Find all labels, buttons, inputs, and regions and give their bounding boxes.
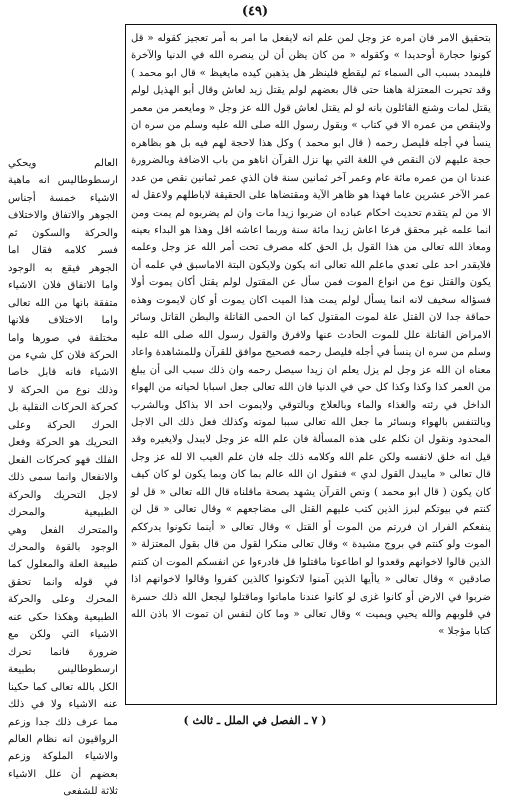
main-text-block bbox=[131, 30, 491, 700]
page-number: (٤٩) bbox=[241, 4, 269, 19]
margin-commentary-block bbox=[8, 155, 118, 798]
page-footer: ( ٧ ـ الفصل في الملل ـ ثالث ) bbox=[183, 714, 327, 727]
main-text: بتحقيق الامر فان امره عز وجل لمن علم انه لايفعل ما امر به أمر تعجيز كقوله « قل كونوا حجارة أوحديدا » وكقوله « من كان يظن أن لن ينصره الله في الدنيا والآخرة فليمدد بسبب الى السماء ثم ليقطع فلينظر هل يذهبن كيده مايغيظ » قال ابو محمد ) وقد تحيرت المعتزلة هاهنا حتى قال بعضهم لولم يقتل زيد لعاش وقال أبو الهذيل لولم يقتل لمات وشنع القائلون بانه لو لم يقتل لعاش قول الله عز وجل « ومايعمر من معمر ولاينقص من عمره الا في كتاب » وبقول رسول الله صلى الله عليه وسلم من سره ان ينسأ في أجله فليصل رحمه ( قال ابو محمد ) وكل هذا لاحجة لهم فيه بل هو بظاهره حجة عليهم لان النقص في اللغة التي بها نزل القرآن اناهو من باب الاضافة وبالضرورة عندنا ان من عمره مائة عام وعمر آخر ثمانين سنة فان الذي عمر ثمانين نقص من عدد عمر الآخر عشرين عاما فهذا هو ظاهر الآية ومقتضاها على الحقيقة لاباطلهم ولاعقل له الا من لم يتقدم تحديث احكام عباده ان ضربوا زيدا مات وان لم يضربوه لم يمت ومن انما علمه غير محقق فرعا اعاش زيدا مائة سنة وربما اعاشه اقل وهذا هو البداء بعينه ومعاذ الله تعالى من هذا القول بل الحق كله مصرف تحت أمر الله عز وجل وعلمه فلايقدر احد على تعدي ماعلم الله تعالى انه يكون ولايكون البتة الاماسبق في علمه أن يكون والقتل نوع من انواع الموت فمن سأل عن المقتول لولم يقتل أكان يموت أولا فسؤاله سخيف لانه انما يسأل لولم يمت هذا الميت اكان يموت أو كان لايموت وهذه حماقة جدا لان القتل علة لموت المقتول كما ان الحمى القاتلة والبطن القاتل وسائر الامراض القاتلة علل للموت الحادث عنها ولافرق والقول رسول الله صلى الله عليه وسلم من سره ان ينسأ في أجله فليصل رحمه فصحيح موافق للقرآن وللمشاهدة واعاد معناه ان الله عز وجل لم يزل يعلم ان زيدا سيصل رحمه وان ذلك سبب الى أن يبلغ من العمر كذا وكذا وكذا كل حي في الدنيا فان الله تعالى جعل اسبابا لحياته من الهواء الداخل في رئته والغذاء والماء وبالعلاج وبالتوقي ولايموت احد الا بذاكل وبالشرب وبالتنفس بالهواء وبسائر ما جعل الله تعالى سببا لموته وكذلك فعل ذلك الى الاجل المحدود ونقول ان نكلم على هذه المسألة فان علم الله عز وجل لايبدل ولايغيره وقد قيل انه خلق لانفسه ولكن علم الله وكلامه ذلك جله فان علم الغيب الا لله عز وجل قال تعالى « مايبدل القول لدي » فنقول ان الله عالم بما كان وبما يكون لو كان كيف كان يكون ( قال ابو محمد ) ونص القرآن يشهد بصحة ماقلناه قال الله تعالى « قل لو كنتم في بيوتكم لبرز الذين كتب عليهم القتل الى مضاجعهم » وقال تعالى « قل لن ينفعكم الفرار ان فررتم من الموت أو القتل » وقال تعالى « أينما تكونوا يدرككم الموت ولو كنتم في بروج مشيدة » وقال تعالى منكرا لقول من قال بقول المعتزلة « الذين قالوا لاخوانهم وقعدوا لو اطاعونا ماقتلوا قل فادرءوا عن انفسكم الموت ان كنتم صادقين » وقال تعالى « ياأيها الذين آمنوا لاتكونوا كالذين كفروا وقالوا لاخوانهم اذا ضربوا في الارض أو كانوا غزى لو كانوا عندنا ماماتوا وماقتلوا ليجعل الله ذلك حسرة في قلوبهم والله يحيي ويميت » وقال تعالى « وما كان لنفس ان تموت الا باذن الله كتابا مؤجلا » bbox=[131, 33, 491, 638]
margin-text: العالم ويحكي ارسطوطاليس انه ماهية الاشياء خمسة أجناس الجوهر والاتفاق والاختلاف والحركة والسكون ثم فسر كلامه فقال اما الجوهر فيقع به الوجود واما الاتفاق فلان الاشياء متفقة بانها من الله تعالى واما الاختلاف فلانها مختلفة في صورها واما الحركة فلان كل شيء من الاشياء فانه قابل خاصا وذلك نوع من الحركة لا كحركة الحركات النقلية بل الحرك الحركة وعلى التحريك هو الحركة وفعل الفلك فهو كحركات الفعل والانفعال وانما سمى ذلك لاجل التحريك والحركة الطبيعية والمحرك والمتحرك الفعل وهي الوجود بالقوة والمحرك طبيعة العلة والمعلول كما في قوله وانما تحقق المحرك وعلى والحركة الطبيعية وهكذا حكى عنه الاشياء التي ولكن مع ضرورة فانما تحرك ارسطوطاليس بطبيعة الكل بالله تعالى كما حكينا عنه الاشياء ولا في ذلك مما عرف ذلك جدا وزعم الرواقيون انه نظام العالم والاشياء الملوكة وزعم بعضهم أن علل الاشياء ثلاثة للشفعى bbox=[8, 158, 118, 798]
